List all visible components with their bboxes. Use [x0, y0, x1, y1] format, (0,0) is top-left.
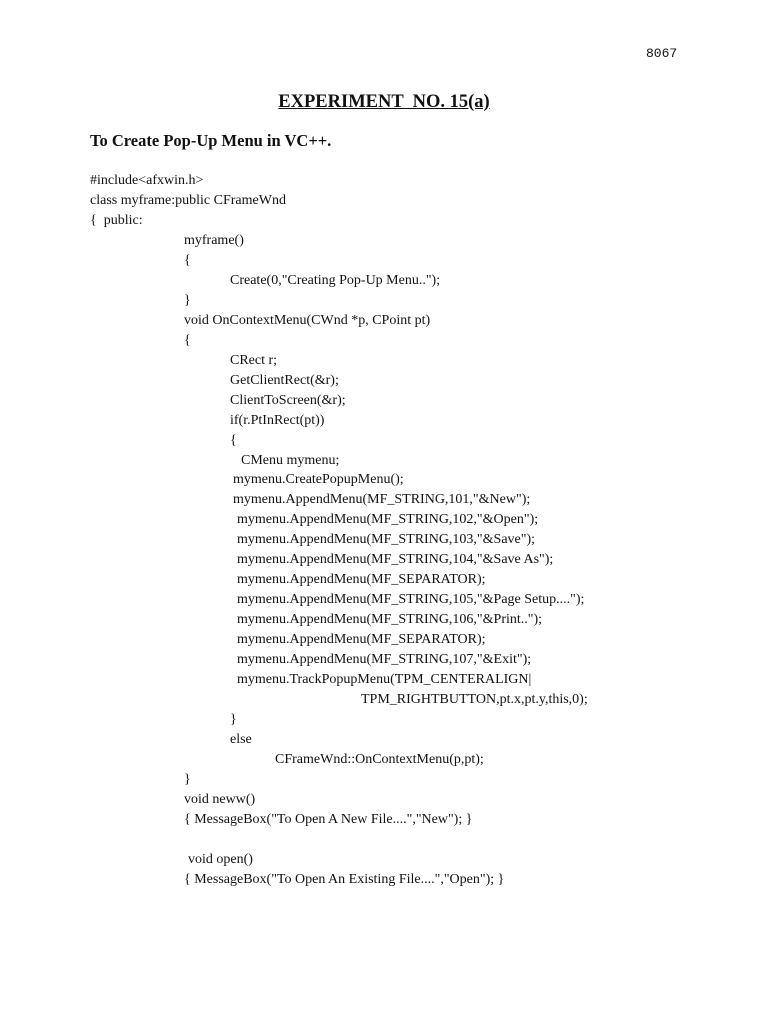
code-line: CMenu mymenu; — [241, 453, 340, 468]
code-line: { MessageBox("To Open A New File....","New"); } — [184, 812, 473, 827]
code-line: { MessageBox("To Open An Existing File....","Open"); } — [184, 872, 505, 887]
section-heading: To Create Pop-Up Menu in VC++. — [90, 131, 332, 150]
code-line: myframe() — [184, 233, 244, 248]
code-line: { — [184, 253, 191, 268]
code-line: mymenu.AppendMenu(MF_STRING,103,"&Save"); — [237, 532, 536, 547]
code-line: { — [230, 433, 237, 448]
code-line: class myframe:public CFrameWnd — [90, 193, 286, 208]
code-line: mymenu.AppendMenu(MF_STRING,102,"&Open"); — [237, 512, 539, 527]
code-line: TPM_RIGHTBUTTON,pt.x,pt.y,this,0); — [361, 692, 588, 707]
code-line: mymenu.AppendMenu(MF_SEPARATOR); — [237, 572, 486, 587]
code-line: mymenu.CreatePopupMenu(); — [233, 472, 404, 487]
code-line: mymenu.AppendMenu(MF_SEPARATOR); — [237, 632, 486, 647]
code-line: } — [184, 772, 191, 787]
code-line: void open() — [188, 852, 253, 867]
code-line: mymenu.AppendMenu(MF_STRING,106,"&Print.."); — [237, 612, 543, 627]
code-line: mymenu.AppendMenu(MF_STRING,105,"&Page Setup...."); — [237, 592, 585, 607]
code-line: #include<afxwin.h> — [90, 173, 204, 188]
code-line: if(r.PtInRect(pt)) — [230, 413, 325, 428]
code-line: mymenu.AppendMenu(MF_STRING,107,"&Exit"); — [237, 652, 532, 667]
code-line: void neww() — [184, 792, 256, 807]
code-line: ClientToScreen(&r); — [230, 393, 346, 408]
code-line: { — [184, 333, 191, 348]
code-line: GetClientRect(&r); — [230, 373, 339, 388]
code-line: mymenu.TrackPopupMenu(TPM_CENTERALIGN| — [237, 672, 532, 687]
code-line: { public: — [90, 213, 143, 228]
code-line: } — [184, 293, 191, 308]
code-line: mymenu.AppendMenu(MF_STRING,104,"&Save As"); — [237, 552, 554, 567]
code-line: mymenu.AppendMenu(MF_STRING,101,"&New"); — [233, 492, 531, 507]
code-line: CFrameWnd::OnContextMenu(p,pt); — [275, 752, 484, 767]
page-number: 8067 — [646, 46, 678, 61]
code-line: void OnContextMenu(CWnd *p, CPoint pt) — [184, 313, 431, 328]
experiment-title: EXPERIMENT NO. 15(a) — [278, 92, 490, 112]
code-line: CRect r; — [230, 353, 278, 368]
code-line: Create(0,"Creating Pop-Up Menu.."); — [230, 273, 441, 288]
code-line: } — [230, 712, 237, 727]
code-line: else — [230, 732, 252, 747]
